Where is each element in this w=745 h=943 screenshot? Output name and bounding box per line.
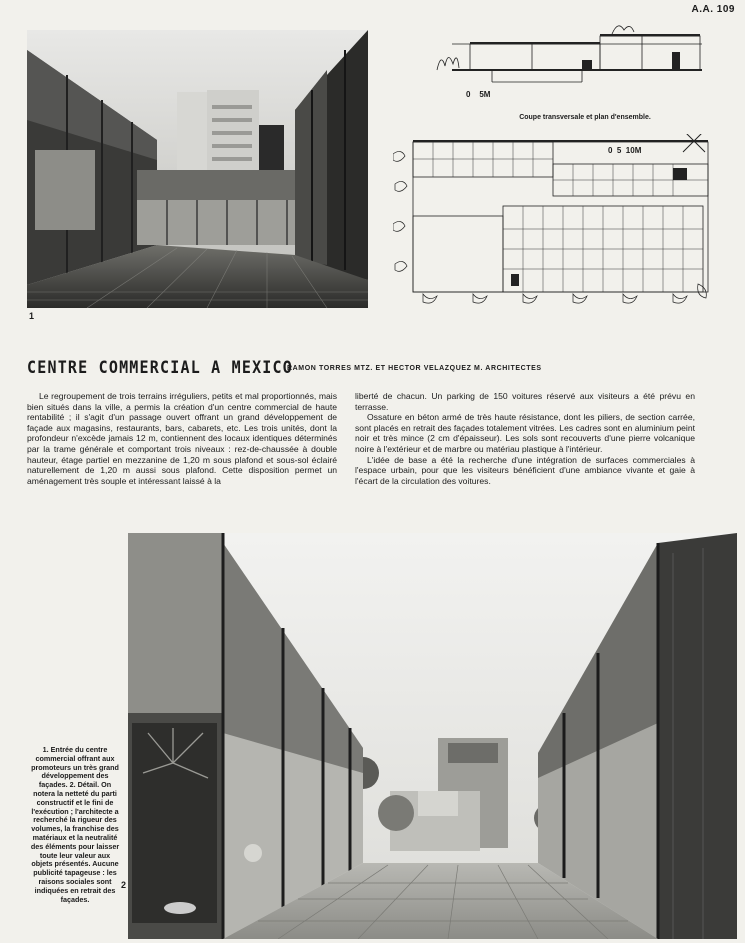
page-folio: A.A. 109 (691, 4, 735, 15)
paragraph: L'idée de base a été la recherche d'une intégration de surfaces commerciales à l'espace urbain, pour que les visiteurs bénéficient d'une ambiance vivante et gaie à l'écart de la circulation des voitures. (355, 454, 695, 486)
plan-caption: Coupe transversale et plan d'ensemble. (519, 114, 651, 121)
plan-scale: 0 5 10M (608, 146, 642, 155)
figure-number-2: 2 (121, 880, 127, 890)
article-header (27, 357, 727, 376)
article-column-1 (27, 391, 337, 486)
paragraph: Le regroupement de trois terrains irréguliers, petits et mal proportionnés, mais bien situés dans la ville, a permis la création d'un centre commercial de haute rentabilité ; il s'agit d'un passage ouvert offrant un grand développement de façade aux magasins, restaurants, bars, cabarets, etc. Les trois unités, dont la profondeur n'excède jamais 12 m, contiennent des locaux identiques déterminés par la trame générale et comportant trois niveaux : rez-de-chaussée à double hauteur, étage partiel en mezzanine de 1,20 m sous plafond et sous-sol éclairé naturellement de 1,20 m aussi sous plafond. Cette disposition permet un aménagement très souple et intéressant laissé à la (27, 391, 337, 486)
section-drawing (432, 22, 710, 88)
figure-number-1: 1 (29, 311, 35, 321)
article-credit: RAMON TORRES MTZ. ET HECTOR VELAZQUEZ M. ARCHITECTES (287, 365, 542, 372)
article-title: CENTRE COMMERCIAL A MEXICO (27, 357, 293, 378)
photo-legend: 1. Entrée du centre commercial offrant aux promoteurs un très grand développement des façades. 2. Détail. On notera la netteté du parti constructif et le fini de l'exécution ; l'architecte a recherché la rigueur des volumes, la franchise des matériaux et la neutralité des éléments pour laisser toute leur valeur aux objets présentés. Aucune publicité tapageuse : les raisons sociales sont indiquées en retrait des façades. (30, 745, 120, 904)
photo-entrance (27, 30, 368, 308)
site-plan (393, 134, 715, 310)
paragraph: liberté de chacun. Un parking de 150 voitures réservé aux visiteurs a été prévu en terrasse. (355, 391, 695, 412)
section-scale: 0 5M (466, 90, 491, 99)
photo-detail (128, 533, 737, 939)
article-column-2 (355, 391, 695, 486)
paragraph: Ossature en béton armé de très haute résistance, dont les piliers, de section carrée, sont placés en retrait des façades totalement vitrées. Les cadres sont en aluminium peint noir et très mince (2 cm d'épaisseur). Les sols sont recouverts d'une pierre volcanique noire à l'extérieur et de marbre ou matériau plastique à l'intérieur. (355, 412, 695, 454)
